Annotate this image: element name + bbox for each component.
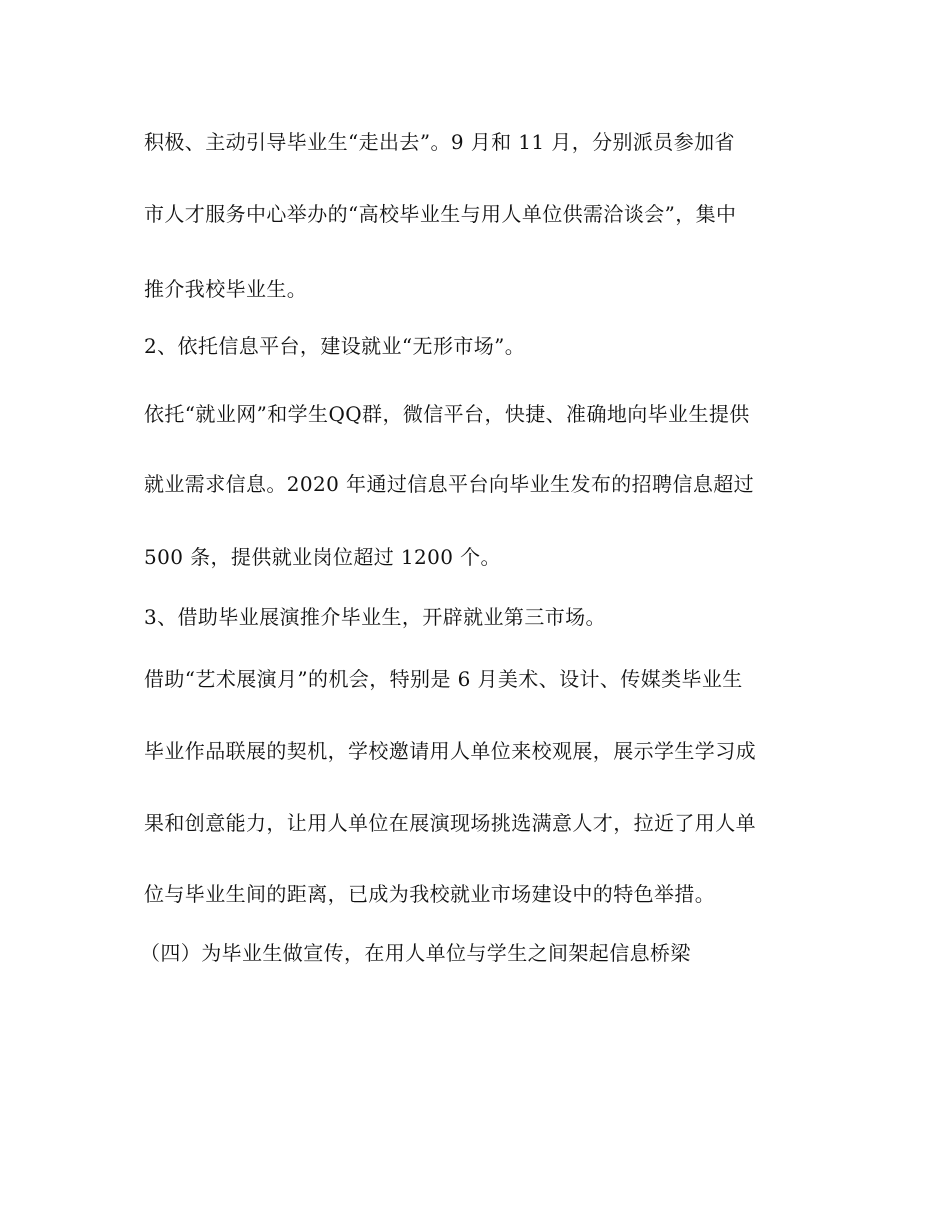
paragraph-line: 毕业作品联展的契机，学校邀请用人单位来校观展，展示学生学习成 [144,739,756,763]
paragraph-line: 市人才服务中心举办的“高校毕业生与用人单位供需洽谈会”，集中 [144,202,737,226]
section-heading: 2、依托信息平台，建设就业“无形市场”。 [144,334,526,358]
paragraph-line: 位与毕业生间的距离，已成为我校就业市场建设中的特色举措。 [144,882,716,906]
paragraph-line: 积极、主动引导毕业生“走出去”。9 月和 11 月，分别派员参加省 [144,130,735,154]
paragraph-line: 500 条，提供就业岗位超过 1200 个。 [144,545,501,569]
paragraph-line: 推介我校毕业生。 [144,277,308,301]
paragraph-line: 借助“艺术展演月”的机会，特别是 6 月美术、设计、传媒类毕业生 [144,667,743,691]
paragraph-line: 就业需求信息。2020 年通过信息平台向毕业生发布的招聘信息超过 [144,472,755,496]
paragraph-line: 果和创意能力，让用人单位在展演现场挑选满意人才，拉近了用人单 [144,811,756,835]
section-heading: 3、借助毕业展演推介毕业生，开辟就业第三市场。 [144,605,606,629]
section-heading: （四）为毕业生做宣传，在用人单位与学生之间架起信息桥梁 [140,941,691,965]
paragraph-line: 依托“就业网”和学生QQ群，微信平台，快捷、准确地向毕业生提供 [144,402,750,426]
